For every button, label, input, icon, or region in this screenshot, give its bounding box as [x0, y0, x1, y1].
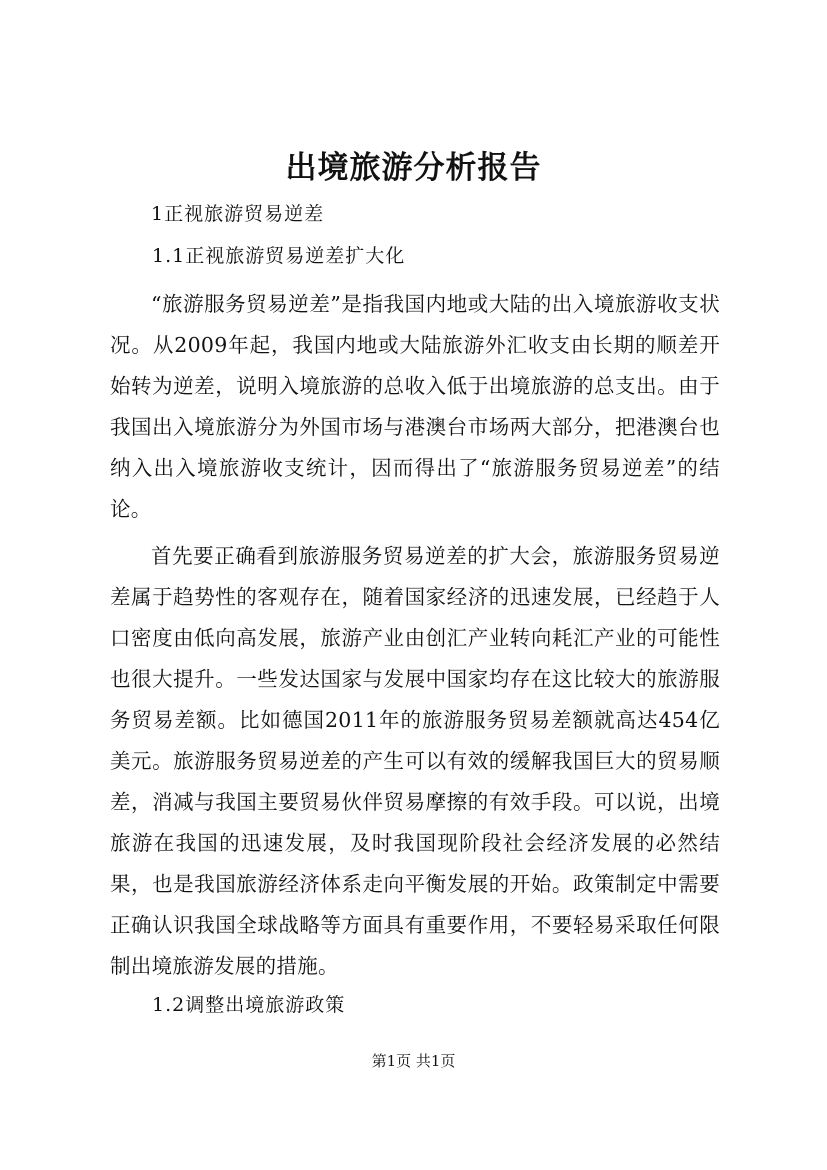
page-footer: 第1页 共1页	[371, 1052, 456, 1070]
document-title: 出境旅游分析报告	[285, 150, 542, 186]
body-paragraph-2: 首先要正确看到旅游服务贸易逆差的扩大会，旅游服务贸易逆差属于趋势性的客观存在，随着国家经济的迅速发展，已经趋于人口密度由低向高发展，旅游产业由创汇产业转向耗汇产业的可能性也很大提升。一些发达国家与发展中国家均存在这比较大的旅游服务贸易差额。比如德国2011年的旅游服务贸易差额就高达454亿美元。旅游服务贸易逆差的产生可以有效的缓解我国巨大的贸易顺差，消减与我国主要贸易伙伴贸易摩擦的有效手段。可以说，出境旅游在我国的迅速发展，及时我国现阶段社会经济发展的必然结果，也是我国旅游经济体系走向平衡发展的开始。政策制定中需要正确认识我国全球战略等方面具有重要作用，不要轻易采取任何限制出境旅游发展的措施。	[110, 544, 720, 978]
section-heading-1: 1正视旅游贸易逆差	[151, 203, 325, 225]
section-heading-1-2: 1.2调整出境旅游政策	[152, 994, 346, 1016]
section-heading-1-1: 1.1正视旅游贸易逆差扩大化	[152, 245, 406, 267]
body-paragraph-1: “旅游服务贸易逆差”是指我国内地或大陆的出入境旅游收支状况。从2009年起，我国内地或大陆旅游外汇收支由长期的顺差开始转为逆差，说明入境旅游的总收入低于出境旅游的总支出。由于我国出入境旅游分为外国市场与港澳台市场两大部分，把港澳台也纳入出入境旅游收支统计，因而得出了“旅游服务贸易逆差”的结论。	[110, 292, 720, 521]
